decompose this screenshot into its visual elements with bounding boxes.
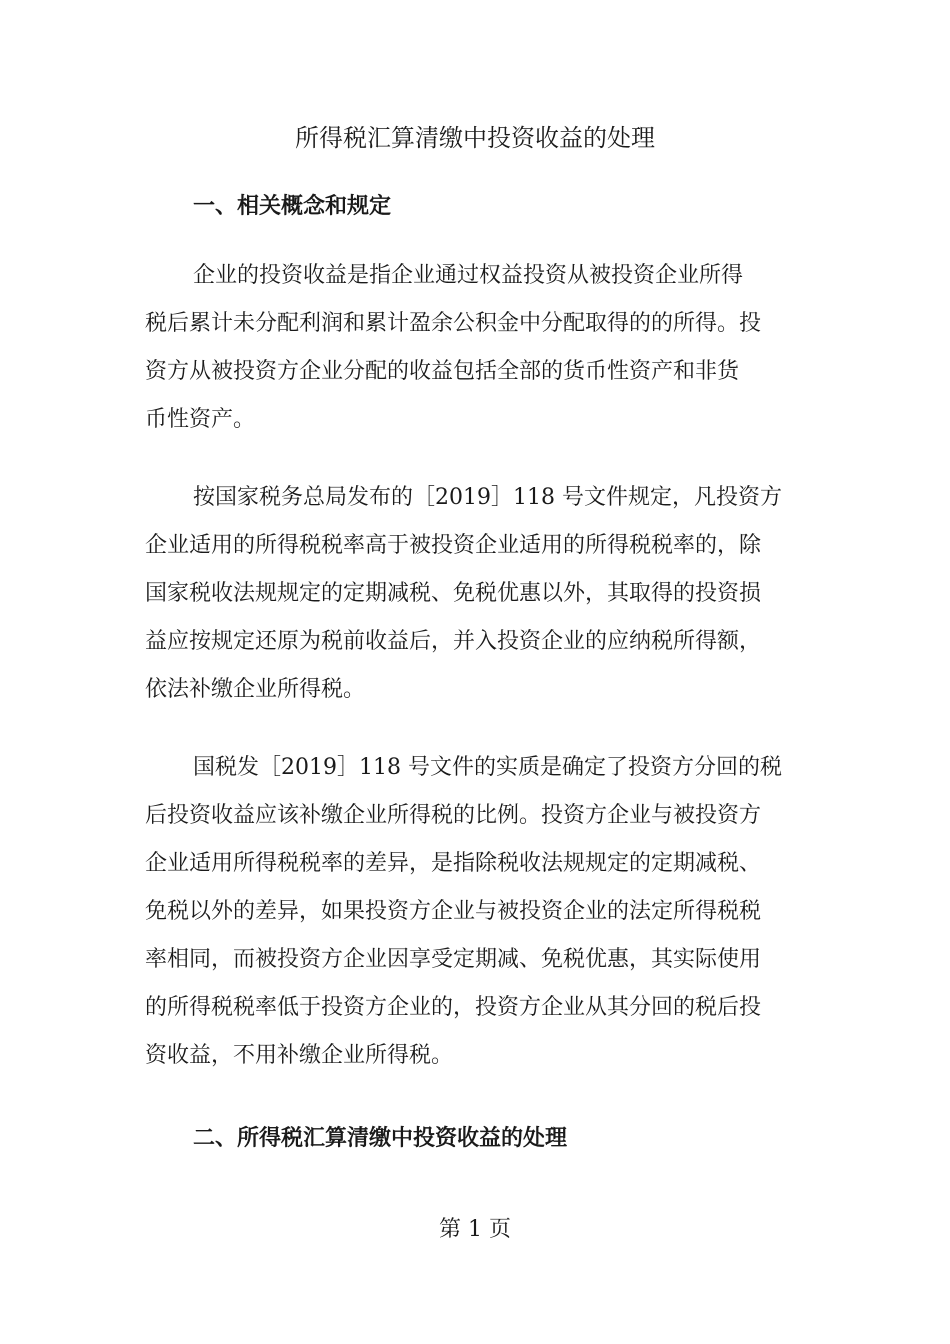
paragraph-line: 国税发［2019］118 号文件的实质是确定了投资方分回的税: [193, 755, 782, 780]
section-heading-1: 一、相关概念和规定: [193, 193, 392, 219]
paragraph-line: 币性资产。: [145, 407, 256, 432]
paragraph-3: [145, 744, 815, 1080]
paragraph-line: 国家税收法规规定的定期减税、免税优惠以外，其取得的投资损: [145, 581, 762, 606]
paragraph-line: 企业的投资收益是指企业通过权益投资从被投资企业所得: [193, 263, 744, 288]
paragraph-line: 税后累计未分配利润和累计盈余公积金中分配取得的的所得。投: [145, 311, 762, 336]
paragraph-2: [145, 474, 815, 714]
paragraph-1: [145, 252, 815, 444]
section-heading-2: 二、所得税汇算清缴中投资收益的处理: [193, 1125, 568, 1151]
paragraph-line: 免税以外的差异，如果投资方企业与被投资企业的法定所得税税: [145, 899, 762, 924]
paragraph-line: 后投资收益应该补缴企业所得税的比例。投资方企业与被投资方: [145, 803, 762, 828]
paragraph-line: 企业适用的所得税税率高于被投资企业适用的所得税税率的，除: [145, 533, 762, 558]
paragraph-line: 按国家税务总局发布的［2019］118 号文件规定，凡投资方: [193, 485, 782, 510]
page-number: 第 1 页: [439, 1217, 511, 1242]
paragraph-line: 的所得税税率低于投资方企业的，投资方企业从其分回的税后投: [145, 995, 762, 1020]
paragraph-line: 资收益，不用补缴企业所得税。: [145, 1043, 454, 1068]
document-title: 所得税汇算清缴中投资收益的处理: [295, 124, 655, 152]
paragraph-line: 企业适用所得税税率的差异，是指除税收法规规定的定期减税、: [145, 851, 762, 876]
paragraph-line: 资方从被投资方企业分配的收益包括全部的货币性资产和非货: [145, 359, 740, 384]
paragraph-line: 依法补缴企业所得税。: [145, 677, 366, 702]
paragraph-line: 益应按规定还原为税前收益后，并入投资企业的应纳税所得额，: [145, 629, 762, 654]
paragraph-line: 率相同，而被投资方企业因享受定期减、免税优惠，其实际使用: [145, 947, 762, 972]
